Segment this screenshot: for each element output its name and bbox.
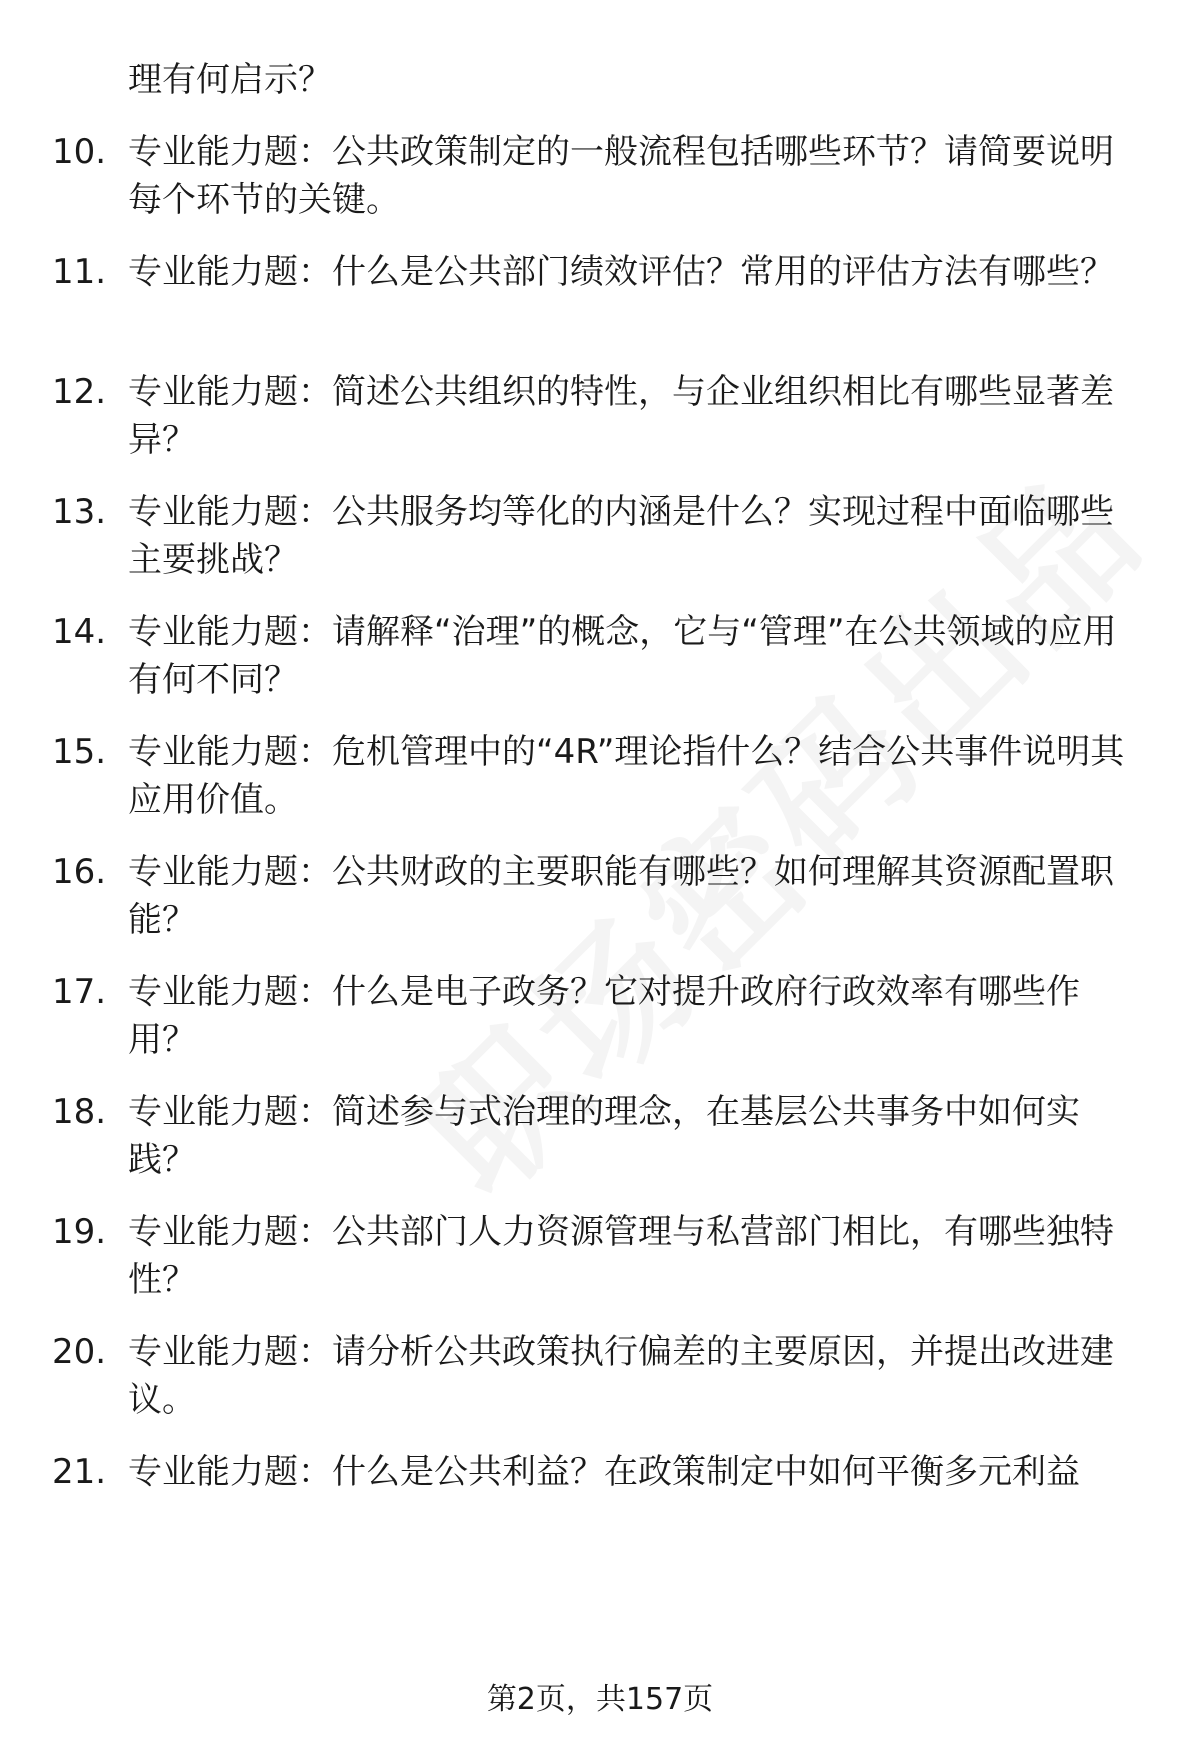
question-number: 10. <box>52 132 107 172</box>
question-number: 20. <box>52 1332 107 1372</box>
question-text: 专业能力题：什么是公共利益？在政策制定中如何平衡多元利益 <box>128 1452 1080 1492</box>
question-text: 专业能力题：什么是公共部门绩效评估？常用的评估方法有哪些？ <box>128 252 1114 292</box>
question-text: 专业能力题：请解释“治理”的概念，它与“管理”在公共领域的应用有何不同？ <box>128 612 1117 700</box>
question-number: 18. <box>52 1092 107 1132</box>
question-text: 专业能力题：危机管理中的“4R”理论指什么？结合公共事件说明其应用价值。 <box>128 732 1125 820</box>
question-number: 13. <box>52 492 107 532</box>
question-number: 11. <box>52 252 107 292</box>
question-number: 16. <box>52 852 107 892</box>
question-text: 理有何启示？ <box>128 60 332 100</box>
question-number: 19. <box>52 1212 107 1252</box>
question-text: 专业能力题：简述公共组织的特性，与企业组织相比有哪些显著差异？ <box>128 372 1114 460</box>
question-text: 专业能力题：公共部门人力资源管理与私营部门相比，有哪些独特性？ <box>128 1212 1114 1300</box>
question-number: 14. <box>52 612 107 652</box>
question-text: 专业能力题：什么是电子政务？它对提升政府行政效率有哪些作用？ <box>128 972 1080 1060</box>
question-number: 12. <box>52 372 107 412</box>
question-text: 专业能力题：公共服务均等化的内涵是什么？实现过程中面临哪些主要挑战？ <box>128 492 1114 580</box>
question-text: 专业能力题：请分析公共政策执行偏差的主要原因，并提出改进建议。 <box>128 1332 1114 1420</box>
question-number: 15. <box>52 732 107 772</box>
question-text: 专业能力题：公共政策制定的一般流程包括哪些环节？请简要说明每个环节的关键。 <box>128 132 1114 220</box>
question-number: 17. <box>52 972 107 1012</box>
question-text: 专业能力题：公共财政的主要职能有哪些？如何理解其资源配置职能？ <box>128 852 1114 940</box>
question-number: 21. <box>52 1452 107 1492</box>
question-text: 专业能力题：简述参与式治理的理念，在基层公共事务中如何实践？ <box>128 1092 1080 1180</box>
page-footer: 第2页，共157页 <box>486 1682 714 1717</box>
